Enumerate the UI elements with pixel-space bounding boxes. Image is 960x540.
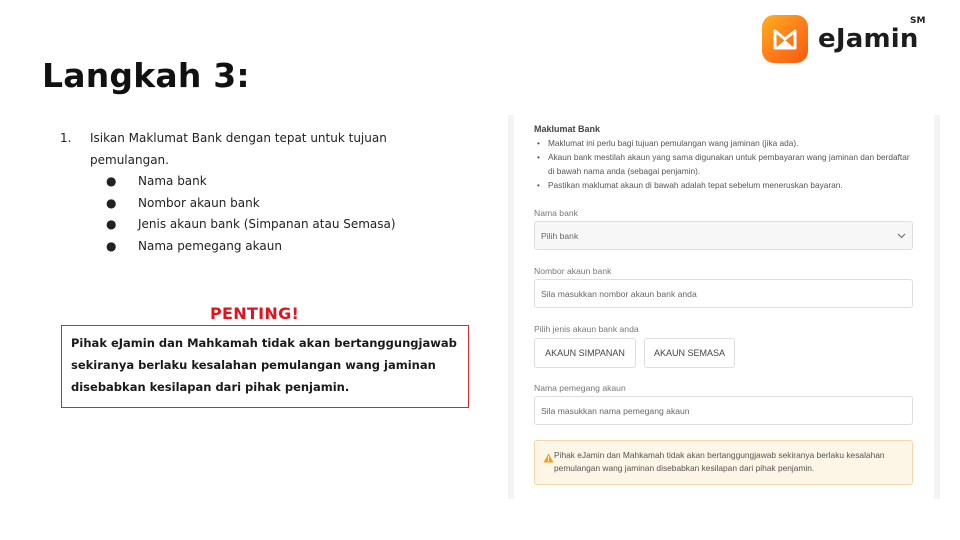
- account-number-input[interactable]: [534, 279, 913, 308]
- disclaimer-notice: [534, 440, 913, 485]
- bank-info-form-panel: [508, 115, 940, 499]
- list-item: [60, 193, 460, 215]
- step-item: [60, 128, 460, 171]
- list-item: • Akaun bank mestilah akaun yang sama digunakan untuk pembayaran wang jaminan dan berdaftar di bawah nama anda (sebagai penjamin).: [534, 150, 914, 178]
- bullet-icon: ●: [106, 195, 117, 210]
- ejamin-logo-icon: [762, 15, 808, 63]
- bullet-icon: ●: [106, 238, 117, 253]
- account-holder-placeholder: Sila masukkan nama pemegang akaun: [541, 405, 690, 416]
- chevron-down-icon: [897, 231, 906, 241]
- info-list: [534, 136, 914, 192]
- section-title: Maklumat Bank: [534, 124, 601, 134]
- account-holder-label: Nama pemegang akaun: [534, 383, 626, 393]
- bank-select[interactable]: [534, 221, 913, 250]
- list-item: [60, 236, 460, 258]
- important-heading: PENTING!: [210, 304, 300, 323]
- step-text: Isikan Maklumat Bank dengan tepat untuk tujuan pemulangan.: [90, 131, 387, 167]
- subitem-label: Jenis akaun bank (Simpanan atau Semasa): [138, 217, 396, 231]
- subitem-label: Nama pemegang akaun: [138, 238, 282, 253]
- account-number-label: Nombor akaun bank: [534, 266, 612, 276]
- logo-wordmark: eJamin: [818, 24, 919, 54]
- bullet-icon: ●: [106, 174, 117, 188]
- step-subitems: [60, 171, 460, 257]
- service-mark: SM: [910, 16, 926, 26]
- current-account-button[interactable]: AKAUN SEMASA: [644, 338, 735, 368]
- account-holder-input[interactable]: [534, 396, 913, 425]
- account-type-label: Pilih jenis akaun bank anda: [534, 324, 639, 334]
- list-item: [60, 214, 460, 236]
- bank-info-form: [534, 124, 914, 485]
- step-number: 1.: [60, 131, 72, 145]
- bank-name-label: Nama bank: [534, 208, 578, 218]
- warning-icon: [543, 450, 554, 476]
- page-title: Langkah 3:: [42, 56, 250, 95]
- list-item: • Maklumat ini perlu bagi tujuan pemulangan wang jaminan (jika ada).: [534, 136, 914, 150]
- account-type-group: [534, 338, 914, 368]
- list-item: [60, 171, 460, 193]
- instruction-list: [60, 128, 460, 257]
- list-item: • Pastikan maklumat akaun di bawah adalah tepat sebelum meneruskan bayaran.: [534, 178, 914, 192]
- subitem-label: Nombor akaun bank: [138, 195, 260, 210]
- subitem-label: Nama bank: [138, 174, 207, 188]
- bullet-icon: ●: [106, 217, 117, 231]
- important-notice-box: Pihak eJamin dan Mahkamah tidak akan bertanggungjawab sekiranya berlaku kesalahan pemulangan wang jaminan disebabkan kesilapan dari pihak penjamin.: [61, 325, 469, 408]
- notice-text: Pihak eJamin dan Mahkamah tidak akan bertanggungjawab sekiranya berlaku kesalahan pemulangan wang jaminan disebabkan kesilapan dari pihak penjamin.: [554, 450, 885, 473]
- savings-account-button[interactable]: AKAUN SIMPANAN: [534, 338, 636, 368]
- ejamin-logo: [762, 14, 926, 64]
- bank-select-value: Pilih bank: [541, 230, 579, 241]
- account-number-placeholder: Sila masukkan nombor akaun bank anda: [541, 288, 697, 299]
